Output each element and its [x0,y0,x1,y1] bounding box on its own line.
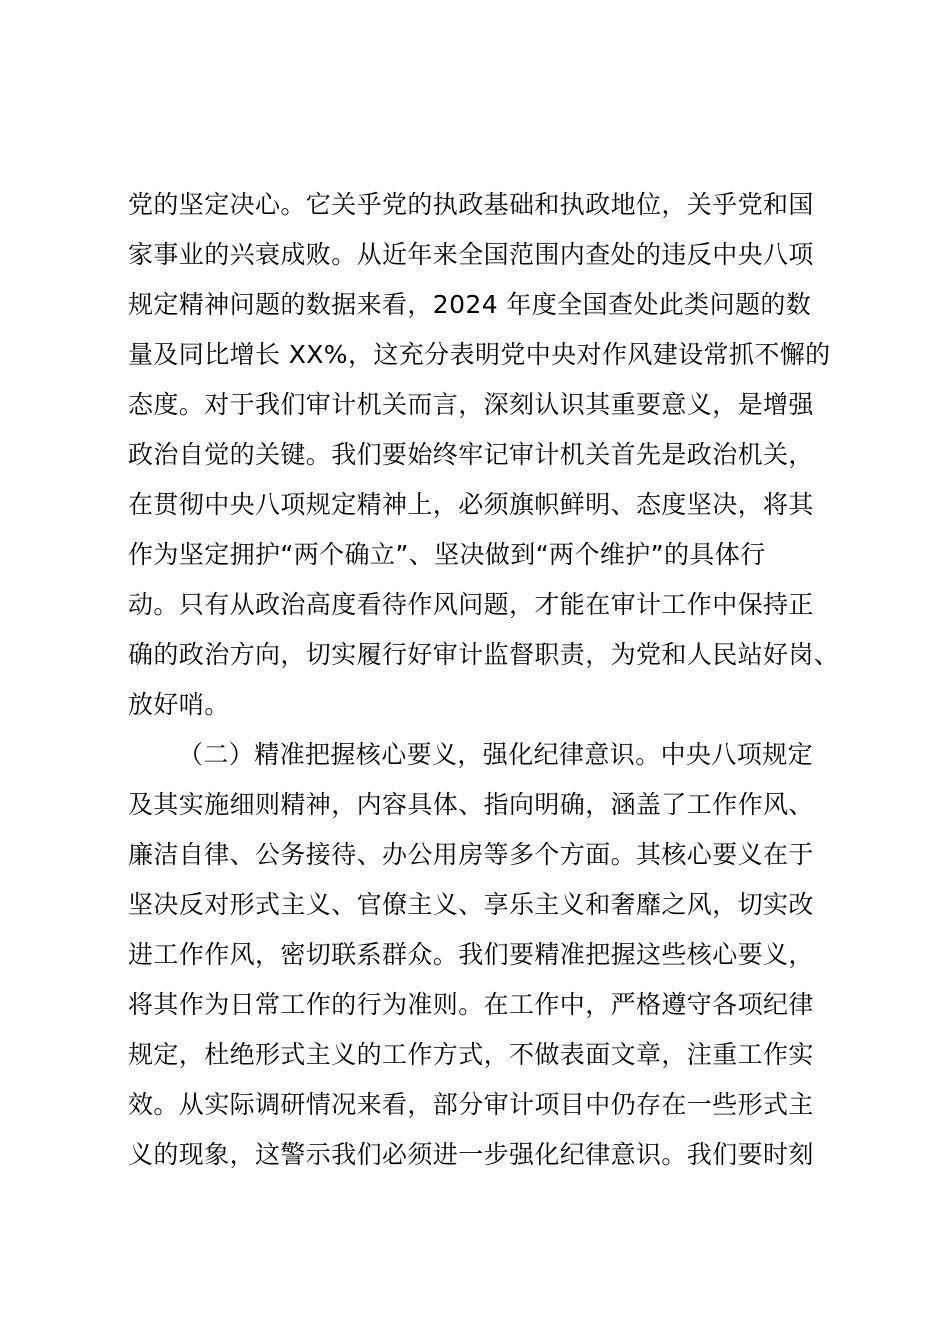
text-line: 义的现象，这警示我们必须进一步强化纪律意识。我们要时刻 [128,1140,814,1169]
text-line: 效。从实际调研情况来看，部分审计项目中仍存在一些形式主 [128,1090,814,1119]
text-line: 量及同比增长 XX%，这充分表明党中央对作风建设常抓不懈的 [128,340,831,369]
section-heading-line: （二）精准把握核心要义，强化纪律意识。中央八项规定 [178,740,814,769]
text-line: 党的坚定决心。它关乎党的执政基础和执政地位，关乎党和国 [128,190,814,219]
text-line: 确的政治方向，切实履行好审计监督职责，为党和人民站好岗、 [128,640,840,669]
text-line: 动。只有从政治高度看待作风问题，才能在审计工作中保持正 [128,590,814,619]
text-line: 廉洁自律、公务接待、办公用房等多个方面。其核心要义在于 [128,840,814,869]
text-line: 态度。对于我们审计机关而言，深刻认识其重要意义，是增强 [128,390,814,419]
text-line: 规定，杜绝形式主义的工作方式，不做表面文章，注重工作实 [128,1040,814,1069]
text-line: 进工作作风，密切联系群众。我们要精准把握这些核心要义， [128,940,814,969]
text-line: 放好哨。 [128,690,230,719]
text-line: 坚决反对形式主义、官僚主义、享乐主义和奢靡之风，切实改 [128,890,814,919]
text-line: 规定精神问题的数据来看，2024 年度全国查处此类问题的数 [128,290,812,319]
text-line: 在贯彻中央八项规定精神上，必须旗帜鲜明、态度坚决，将其 [128,490,814,519]
text-line: 家事业的兴衰成败。从近年来全国范围内查处的违反中央八项 [128,240,814,269]
text-line: 政治自觉的关键。我们要始终牢记审计机关首先是政治机关， [128,440,814,469]
text-line: 将其作为日常工作的行为准则。在工作中，严格遵守各项纪律 [128,990,814,1019]
text-line: 作为坚定拥护“两个确立”、坚决做到“两个维护”的具体行 [128,540,766,569]
text-line: 及其实施细则精神，内容具体、指向明确，涵盖了工作作风、 [128,790,814,819]
